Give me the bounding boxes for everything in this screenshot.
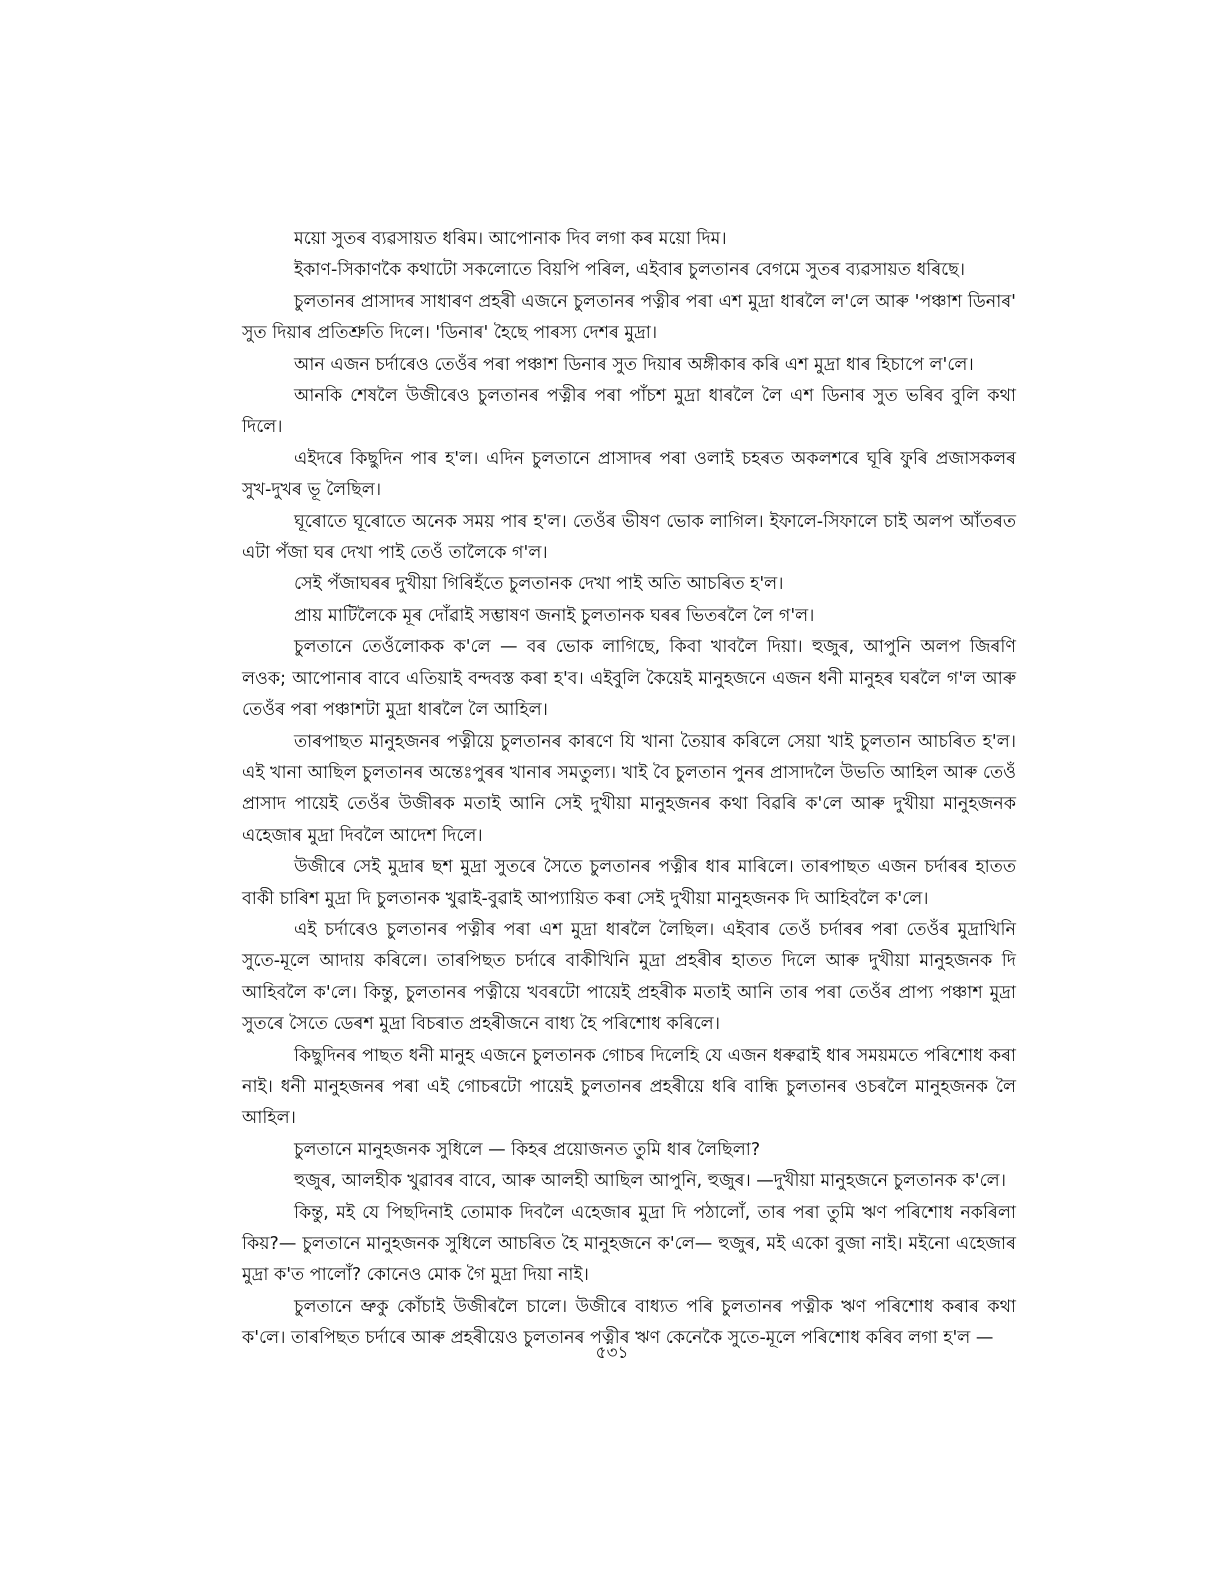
paragraph: কিন্তু, মই যে পিছদিনাই তোমাক দিবলৈ এহেজাৰ মুদ্ৰা দি পঠালোঁ, তাৰ পৰা তুমি ঋণ পৰিশোধ নকৰিলা কিয়?— চুলতানে মানুহজনক সুধিলে আচৰিত হৈ মানুহজনে ক'লে— হুজুৰ, মই একো বুজা নাই। মইনো এহেজাৰ মুদ্ৰা ক'ত পালোঁ? কোনেও মোক গৈ মুদ্ৰা দিয়া নাই। — [242, 1202, 1016, 1286]
paragraph: চুলতানে তেওঁলোকক ক'লে — বৰ ভোক লাগিছে, কিবা খাবলৈ দিয়া। হুজুৰ, আপুনি অলপ জিৰণি লওক; আপোনাৰ বাবে এতিয়াই বন্দবস্ত কৰা হ'ব। এইবুলি কৈয়েই মানুহজনে এজন ধনী মানুহৰ ঘৰলৈ গ'ল আৰু তেওঁৰ পৰা পঞ্চাশটা মুদ্ৰা ধাৰলৈ লৈ আহিল। — [242, 637, 1016, 721]
paragraph: চুলতানৰ প্ৰাসাদৰ সাধাৰণ প্ৰহৰী এজনে চুলতানৰ পত্নীৰ পৰা এশ মুদ্ৰা ধাৰলৈ ল'লে আৰু 'পঞ্চাশ ডিনাৰ' সুত দিয়াৰ প্ৰতিশ্ৰুতি দিলে। 'ডিনাৰ' হৈছে পাৰস্য দেশৰ মুদ্ৰা। — [242, 291, 1016, 344]
paragraph: সেই পঁজাঘৰৰ দুখীয়া গিৰিহঁতে চুলতানক দেখা পাই অতি আচৰিত হ'ল। — [294, 574, 784, 595]
paragraph: চুলতানে ভ্ৰুকু কোঁচাই উজীৰলৈ চালে। উজীৰে বাধ্যত পৰি চুলতানৰ পত্নীক ঋণ পৰিশোধ কৰাৰ কথা ক'লে। তাৰপিছত চৰ্দাৰে আৰু প্ৰহৰীয়েও চুলতানৰ পত্নীৰ ঋণ কেনেকৈ সুতে-মূলে পৰিশোধ কৰিব লগা হ'ল — — [242, 1296, 1016, 1349]
paragraph: আনকি শেষলৈ উজীৰেও চুলতানৰ পত্নীৰ পৰা পাঁচশ মুদ্ৰা ধাৰলৈ লৈ এশ ডিনাৰ সুত ভৰিব বুলি কথা দিলে। — [242, 386, 1016, 438]
paragraph: হুজুৰ, আলহীক খুৱাবৰ বাবে, আৰু আলহী আছিল আপুনি, হুজুৰ। —দুখীয়া মানুহজনে চুলতানক ক'লে। — [294, 1171, 1006, 1192]
paragraph: আন এজন চৰ্দাৰেও তেওঁৰ পৰা পঞ্চাশ ডিনাৰ সুত দিয়াৰ অঙ্গীকাৰ কৰি এশ মুদ্ৰা ধাৰ হিচাপে ল'লে। — [294, 354, 974, 375]
paragraph: চুলতানে মানুহজনক সুধিলে — কিহৰ প্ৰয়োজনত তুমি ধাৰ লৈছিলা? — [294, 1139, 761, 1160]
paragraph: এই চৰ্দাৰেও চুলতানৰ পত্নীৰ পৰা এশ মুদ্ৰা ধাৰলৈ লৈছিল। এইবাৰ তেওঁ চৰ্দাৰৰ পৰা তেওঁৰ মুদ্ৰাখিনি সুতে-মূলে আদায় কৰিলে। তাৰপিছত চৰ্দাৰে বাকীখিনি মুদ্ৰা প্ৰহৰীৰ হাতত দিলে আৰু দুখীয়া মানুহজনক দি আহিবলৈ ক'লে। কিন্তু, চুলতানৰ পত্নীয়ে খবৰটো পায়েই প্ৰহৰীক মতাই আনি তাৰ পৰা তেওঁৰ প্ৰাপ্য পঞ্চাশ মুদ্ৰা সুতৰে সৈতে ডেৰশ মুদ্ৰা বিচৰাত প্ৰহৰীজনে বাধ্য হৈ পৰিশোধ কৰিলে। — [242, 919, 1016, 1035]
page-body — [242, 224, 1016, 1355]
page-number: ৫৩১ — [595, 1343, 629, 1363]
paragraph: এইদৰে কিছুদিন পাৰ হ'ল। এদিন চুলতানে প্ৰাসাদৰ পৰা ওলাই চহৰত অকলশৰে ঘূৰি ফুৰি প্ৰজাসকলৰ সুখ-দুখৰ ভূ লৈছিল। — [242, 448, 1016, 501]
paragraph: ইকাণ-সিকাণকৈ কথাটো সকলোতে বিয়পি পৰিল, এইবাৰ চুলতানৰ বেগমে সুতৰ ব্যৱসায়ত ধৰিছে। — [294, 260, 966, 281]
paragraph: ঘূৰোতে ঘূৰোতে অনেক সময় পাৰ হ'ল। তেওঁৰ ভীষণ ভোক লাগিল। ইফালে-সিফালে চাই অলপ আঁতৰত এটা পঁজা ঘৰ দেখা পাই তেওঁ তালৈকে গ'ল। — [242, 511, 1016, 564]
paragraph: তাৰপাছত মানুহজনৰ পত্নীয়ে চুলতানৰ কাৰণে যি খানা তৈয়াৰ কৰিলে সেয়া খাই চুলতান আচৰিত হ'ল। এই খানা আছিল চুলতানৰ অন্তেঃপুৰৰ খানাৰ সমতুল্য। খাই বৈ চুলতান পুনৰ প্ৰাসাদলৈ উভতি আহিল আৰু তেওঁ প্ৰাসাদ পায়েই তেওঁৰ উজীৰক মতাই আনি সেই দুখীয়া মানুহজনৰ কথা বিৱৰি ক'লে আৰু দুখীয়া মানুহজনক এহেজাৰ মুদ্ৰা দিবলৈ আদেশ দিলে। — [242, 731, 1016, 846]
paragraph: প্ৰায় মাটিলৈকে মূৰ দোঁৱাই সম্ভাষণ জনাই চুলতানক ঘৰৰ ভিতৰলৈ লৈ গ'ল। — [294, 605, 815, 626]
paragraph: ময়ো সুতৰ ব্যৱসায়ত ধৰিম। আপোনাক দিব লগা কৰ ময়ো দিম। — [294, 229, 727, 249]
paragraph: উজীৰে সেই মুদ্ৰাৰ ছশ মুদ্ৰা সুতৰে সৈতে চুলতানৰ পত্নীৰ ধাৰ মাৰিলে। তাৰপাছত এজন চৰ্দাৰৰ হাতত বাকী চাৰিশ মুদ্ৰা দি চুলতানক খুৱাই-বুৱাই আপ্যায়িত কৰা সেই দুখীয়া মানুহজনক দি আহিবলৈ ক'লে। — [242, 857, 1016, 909]
paragraph: কিছুদিনৰ পাছত ধনী মানুহ এজনে চুলতানক গোচৰ দিলেহি যে এজন ধৰুৱাই ধাৰ সময়মতে পৰিশোধ কৰা নাই। ধনী মানুহজনৰ পৰা এই গোচৰটো পায়েই চুলতানৰ প্ৰহৰীয়ে ধৰি বান্ধি চুলতানৰ ওচৰলৈ মানুহজনক লৈ আহিল। — [242, 1045, 1016, 1129]
